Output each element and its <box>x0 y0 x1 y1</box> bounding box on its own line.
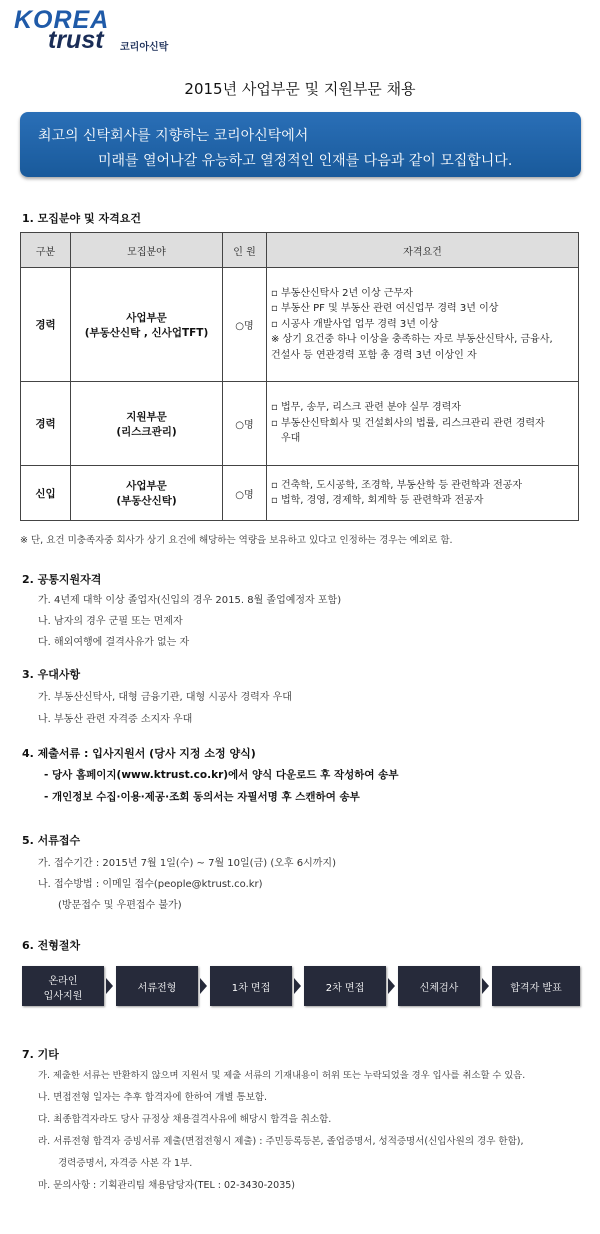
step-label: 합격자 발표 <box>510 983 562 994</box>
list-item: 나. 면접전형 일자는 추후 합격자에 한하여 개별 통보함. <box>38 1092 268 1103</box>
step-label: 입사지원 <box>43 991 83 1002</box>
section-6-heading: 6. 전형절차 <box>22 939 81 952</box>
step-label: 신체검사 <box>419 983 459 994</box>
qual-item: ▫ 법학, 경영, 경제학, 회계학 등 관련학과 전공자 <box>271 495 484 506</box>
banner-line-2: 미래를 열어나갈 유능하고 열정적인 인재를 다음과 같이 모집합니다. <box>98 153 513 169</box>
field-name: 지원부문 <box>126 410 167 423</box>
arrow-icon <box>388 978 395 994</box>
section-4-heading: 4. 제출서류 : 입사지원서 (당사 지정 소정 양식) <box>22 747 256 760</box>
list-item: 나. 남자의 경우 군필 또는 면제자 <box>38 616 183 627</box>
qual-item: ▫ 부동산신탁사 2년 이상 근무자 <box>271 287 413 299</box>
row-qualifications <box>267 466 579 521</box>
qual-item: ▫ 법무, 송무, 리스크 관련 분야 실무 경력자 <box>271 402 461 414</box>
row-count: ○명 <box>223 268 267 382</box>
section-2-heading: 2. 공통지원자격 <box>22 573 102 586</box>
step-second-interview <box>304 966 386 1006</box>
row-type: 신입 <box>21 466 71 521</box>
list-item: 다. 해외여행에 결격사유가 없는 자 <box>38 637 190 648</box>
arrow-icon <box>200 978 207 994</box>
row-count: ○명 <box>223 382 267 466</box>
arrow-icon <box>482 978 489 994</box>
table-row <box>21 382 579 466</box>
row-count: ○명 <box>223 466 267 521</box>
header-count: 인 원 <box>223 233 267 268</box>
field-detail: (부동산신탁 , 신사업TFT) <box>84 326 209 339</box>
row-field <box>71 268 223 382</box>
step-label: 1차 면접 <box>231 983 271 994</box>
list-item: 가. 4년제 대학 이상 졸업자(신입의 경우 2015. 8월 졸업예정자 포함) <box>38 595 342 606</box>
row-qualifications <box>267 382 579 466</box>
company-logo <box>14 8 214 53</box>
arrow-icon <box>106 978 113 994</box>
logo-trust: trust <box>48 26 104 54</box>
field-detail: (리스크관리) <box>116 425 177 438</box>
table-row <box>21 466 579 521</box>
qual-item: ▫ 부동산 PF 및 부동산 관련 여신업무 경력 3년 이상 <box>271 303 499 315</box>
step-label: 서류전형 <box>137 983 177 994</box>
header-qual: 자격요건 <box>267 233 579 268</box>
qual-item: ▫ 부동산신탁회사 및 건설회사의 법률, 리스크관리 관련 경력자 <box>271 417 545 429</box>
list-item: 다. 최종합격자라도 당사 규정상 채용결격사유에 해당시 합격을 취소함. <box>38 1114 332 1125</box>
qual-item: ※ 상기 요건중 하나 이상을 충족하는 자로 부동산신탁사, 금융사, <box>271 334 553 346</box>
step-label: 2차 면접 <box>325 983 365 994</box>
list-item: - 당사 홈페이지(www.ktrust.co.kr)에서 양식 다운로드 후 작성하여 송부 <box>44 769 399 781</box>
logo-korea: KOREA <box>14 6 110 34</box>
list-item: 경력증명서, 자격증 사본 각 1부. <box>58 1158 193 1169</box>
list-item: 마. 문의사항 : 기획관리팀 채용담당자(TEL : 02-3430-2035) <box>38 1180 296 1191</box>
step-first-interview <box>210 966 292 1006</box>
qual-item: 건설사 등 연관경력 포함 총 경력 3년 이상인 자 <box>271 349 477 361</box>
list-item: 가. 접수기간 : 2015년 7월 1일(수) ~ 7월 10일(금) (오후 6시까지) <box>38 858 336 869</box>
section-3-heading: 3. 우대사항 <box>22 668 81 681</box>
qual-item: ▫ 시공사 개발사업 업무 경력 3년 이상 <box>271 318 439 330</box>
list-item: - 개인정보 수집·이용·제공·조회 동의서는 자필서명 후 스캔하여 송부 <box>44 791 360 803</box>
step-document-review <box>116 966 198 1006</box>
list-item: 나. 접수방법 : 이메일 접수(people@ktrust.co.kr) <box>38 879 263 890</box>
row-type: 경력 <box>21 382 71 466</box>
list-item: 나. 부동산 관련 자격증 소지자 우대 <box>38 714 193 725</box>
section-7-heading: 7. 기타 <box>22 1048 59 1061</box>
process-steps <box>22 966 582 1006</box>
intro-banner <box>20 112 581 177</box>
table-header-row <box>21 233 579 268</box>
banner-line-1: 최고의 신탁회사를 지향하는 코리아신탁에서 <box>38 128 309 144</box>
list-item: 가. 제출한 서류는 반환하지 않으며 지원서 및 제출 서류의 기재내용이 허위 또는 누락되었을 경우 입사를 취소할 수 있음. <box>38 1070 526 1081</box>
row-field <box>71 466 223 521</box>
row-type: 경력 <box>21 268 71 382</box>
header-type: 구분 <box>21 233 71 268</box>
header-field: 모집분야 <box>71 233 223 268</box>
list-item: 가. 부동산신탁사, 대형 금융기관, 대형 시공사 경력자 우대 <box>38 692 292 703</box>
qual-item: 우대 <box>281 433 301 445</box>
table-note: ※ 단, 요건 미충족자중 회사가 상기 요건에 해당하는 역량을 보유하고 있다고 인정하는 경우는 예외로 함. <box>20 535 453 546</box>
arrow-icon <box>294 978 301 994</box>
step-online-apply <box>22 966 104 1006</box>
field-name: 사업부문 <box>126 480 167 492</box>
table-row <box>21 268 579 382</box>
row-qualifications <box>267 268 579 382</box>
step-final-announcement <box>492 966 580 1006</box>
list-item: 라. 서류전형 합격자 증빙서류 제출(면접전형시 제출) : 주민등록등본, 졸업증명서, 성적증명서(신입사원의 경우 한함), <box>38 1136 524 1147</box>
field-detail: (부동산신탁) <box>116 495 177 507</box>
step-label: 온라인 <box>48 976 78 987</box>
row-field <box>71 382 223 466</box>
section-1-heading: 1. 모집분야 및 자격요건 <box>22 212 141 225</box>
step-medical-check <box>398 966 480 1006</box>
qual-item: ▫ 건축학, 도시공학, 조경학, 부동산학 등 관련학과 전공자 <box>271 479 523 491</box>
list-item: (방문접수 및 우편접수 불가) <box>58 900 182 911</box>
page-title: 2015년 사업부문 및 지원부문 채용 <box>184 80 416 98</box>
section-5-heading: 5. 서류접수 <box>22 834 81 847</box>
requirements-table <box>20 232 579 521</box>
logo-sub: 코리아신탁 <box>120 42 169 53</box>
field-name: 사업부문 <box>126 311 167 324</box>
